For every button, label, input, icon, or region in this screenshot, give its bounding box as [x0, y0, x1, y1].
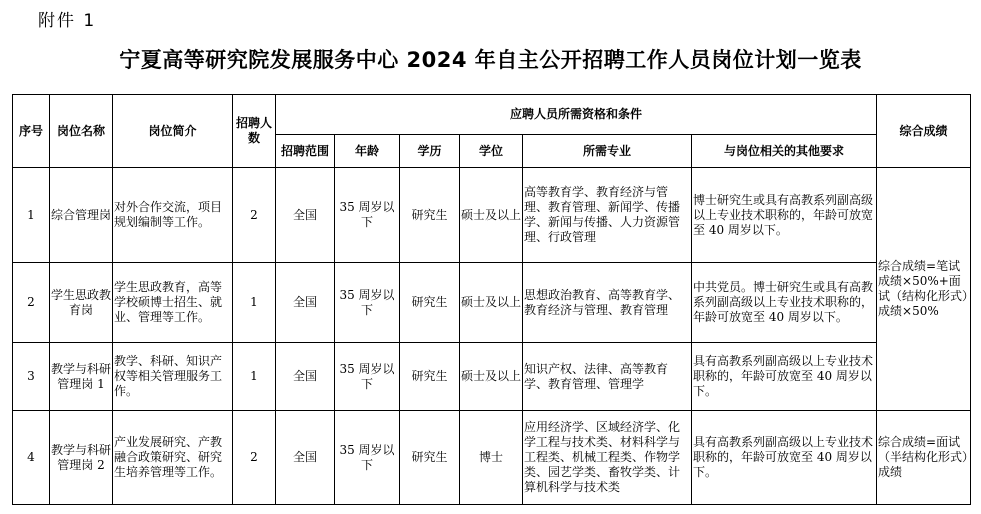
- row-education: 研究生: [400, 263, 460, 343]
- row-count: 1: [233, 263, 276, 343]
- row-no: 1: [13, 168, 50, 263]
- attachment-label: 附件 1: [38, 11, 97, 31]
- row-no: 3: [13, 343, 50, 411]
- row-position-desc: 对外合作交流，项目规划编制等工作。: [113, 168, 233, 263]
- row-age: 35 周岁以下: [335, 263, 400, 343]
- row-degree: 硕士及以上: [460, 263, 523, 343]
- row-age: 35 周岁以下: [335, 168, 400, 263]
- row-no: 2: [13, 263, 50, 343]
- table-row: [13, 168, 971, 263]
- row-position-desc: 教学、科研、知识产权等相关管理服务工作。: [113, 343, 233, 411]
- row-scope: 全国: [276, 263, 335, 343]
- row-other-requirements: 具有高教系列副高级以上专业技术职称的，年龄可放宽至 40 周岁以下。: [692, 411, 877, 505]
- row-age: 35 周岁以下: [335, 411, 400, 505]
- row-degree: 硕士及以上: [460, 343, 523, 411]
- header-scope: 招聘范围: [276, 135, 335, 168]
- header-score: 综合成绩: [877, 95, 971, 168]
- row-major: 思想政治教育、高等教育学、教育经济与管理、教育管理: [523, 263, 692, 343]
- recruitment-plan-table: [12, 94, 971, 505]
- header-age: 年龄: [335, 135, 400, 168]
- header-position-desc: 岗位简介: [113, 95, 233, 168]
- table-row: [13, 263, 971, 343]
- row-scope: 全国: [276, 343, 335, 411]
- row-count: 2: [233, 411, 276, 505]
- header-no: 序号: [13, 95, 50, 168]
- table-row: [13, 411, 971, 505]
- header-position-name: 岗位名称: [50, 95, 113, 168]
- row-other-requirements: 具有高教系列副高级以上专业技术职称的，年龄可放宽至 40 周岁以下。: [692, 343, 877, 411]
- score-note-interview-only: 综合成绩=面试（半结构化形式）成绩: [877, 411, 971, 505]
- row-major: 应用经济学、区域经济学、化学工程与技术类、材料科学与工程类、机械工程类、作物学类、园艺学类、畜牧学类、计算机科学与技术类: [523, 411, 692, 505]
- header-count: 招聘人数: [233, 95, 276, 168]
- row-degree: 硕士及以上: [460, 168, 523, 263]
- row-scope: 全国: [276, 411, 335, 505]
- header-degree: 学位: [460, 135, 523, 168]
- row-position-name: 学生思政教育岗: [50, 263, 113, 343]
- row-position-desc: 学生思政教育，高等学校硕博士招生、就业、管理等工作。: [113, 263, 233, 343]
- row-education: 研究生: [400, 411, 460, 505]
- row-position-name: 综合管理岗: [50, 168, 113, 263]
- row-degree: 博士: [460, 411, 523, 505]
- header-major: 所需专业: [523, 135, 692, 168]
- row-other-requirements: 中共党员。博士研究生或具有高教系列副高级以上专业技术职称的，年龄可放宽至 40 周岁以下。: [692, 263, 877, 343]
- row-position-desc: 产业发展研究、产教融合政策研究、研究生培养管理等工作。: [113, 411, 233, 505]
- row-position-name: 教学与科研管理岗 2: [50, 411, 113, 505]
- table-row: [13, 343, 971, 411]
- row-no: 4: [13, 411, 50, 505]
- row-age: 35 周岁以下: [335, 343, 400, 411]
- page-title: 宁夏高等研究院发展服务中心 2024 年自主公开招聘工作人员岗位计划一览表: [119, 48, 862, 72]
- row-major: 高等教育学、教育经济与管理、教育管理、新闻学、传播学、新闻与传播、人力资源管理、行政管理: [523, 168, 692, 263]
- row-scope: 全国: [276, 168, 335, 263]
- row-major: 知识产权、法律、高等教育学、教育管理、管理学: [523, 343, 692, 411]
- row-education: 研究生: [400, 168, 460, 263]
- header-other: 与岗位相关的其他要求: [692, 135, 877, 168]
- row-count: 1: [233, 343, 276, 411]
- row-other-requirements: 博士研究生或具有高教系列副高级以上专业技术职称的，年龄可放宽至 40 周岁以下。: [692, 168, 877, 263]
- row-count: 2: [233, 168, 276, 263]
- row-position-name: 教学与科研管理岗 1: [50, 343, 113, 411]
- score-note-written-interview: 综合成绩=笔试成绩×50%+面试（结构化形式）成绩×50%: [877, 168, 971, 411]
- header-education: 学历: [400, 135, 460, 168]
- row-education: 研究生: [400, 343, 460, 411]
- header-requirements: 应聘人员所需资格和条件: [276, 95, 877, 135]
